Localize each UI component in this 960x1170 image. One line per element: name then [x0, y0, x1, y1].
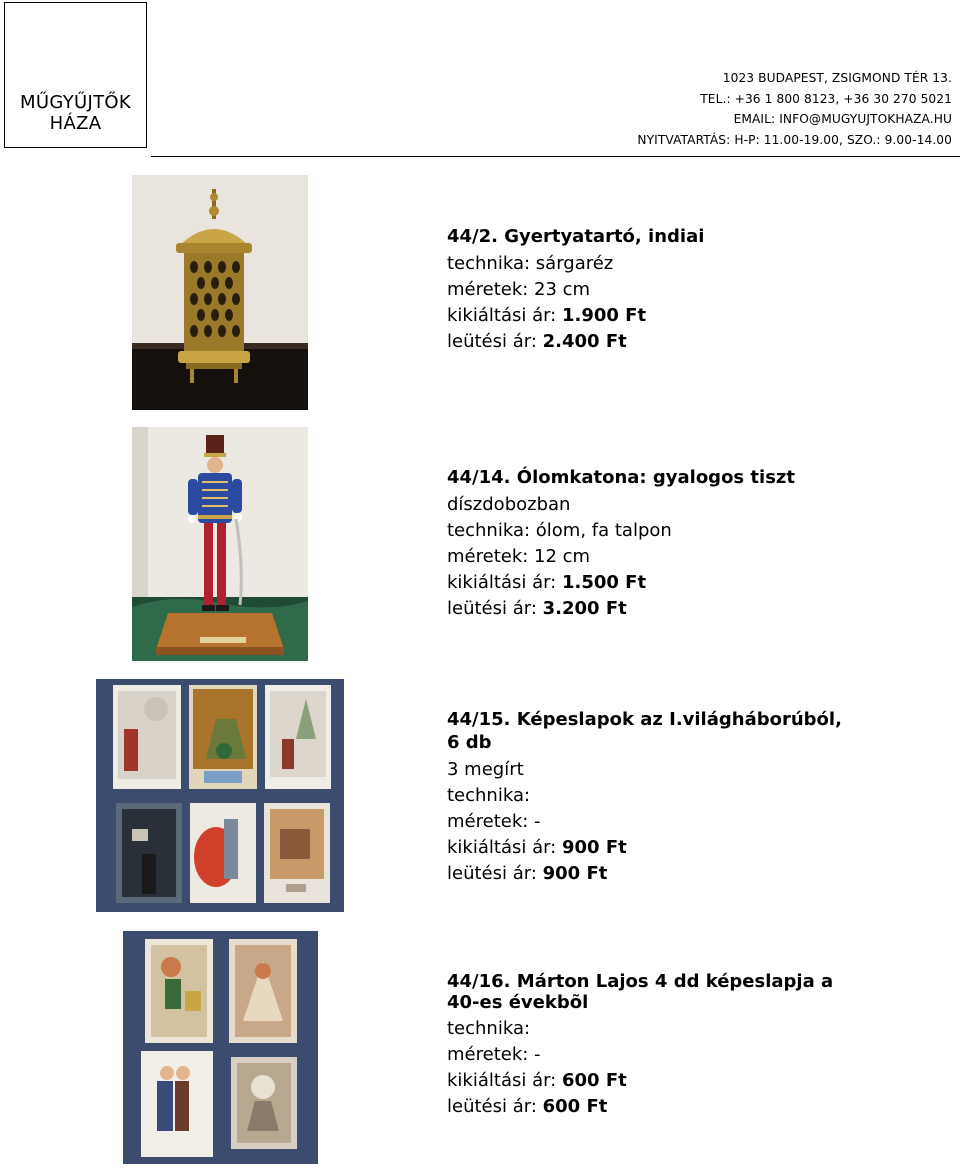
item-title-line-1: 44/15. Képeslapok az I.világháborúból,: [447, 709, 842, 730]
item-dimensions: méretek: -: [447, 1044, 541, 1065]
item-title-line-1: 44/16. Márton Lajos 4 dd képeslapja a: [447, 971, 834, 992]
item-starting-price: kikiáltási ár: 1.500 Ft: [447, 572, 647, 593]
header-divider: [151, 156, 960, 157]
item-title: [447, 971, 947, 1013]
opening-hours-text: NYITVATARTÁS: H-P: 11.00-19.00, SZO.: 9.00-14.00: [637, 133, 952, 148]
item-subtitle: 3 megírt: [447, 759, 524, 780]
logo-line-2: HÁZA: [49, 113, 102, 134]
item-title: 44/2. Gyertyatartó, indiai: [447, 226, 705, 247]
item-dimensions: méretek: 12 cm: [447, 546, 591, 567]
auction-item-44-16: [447, 971, 947, 1120]
logo-line-1: MŰGYŰJTŐK: [20, 92, 131, 113]
candle-holder-photo: [132, 175, 308, 410]
item-title: [447, 708, 947, 754]
wwi-postcards-photo: [96, 679, 344, 912]
phone-text: TEL.: +36 1 800 8123, +36 30 270 5021: [700, 91, 952, 106]
auction-item-44-14: [447, 467, 947, 622]
item-technique: technika: sárgaréz: [447, 253, 614, 274]
item-technique: technika: ólom, fa talpon: [447, 520, 672, 541]
item-hammer-price: leütési ár: 600 Ft: [447, 1096, 608, 1117]
item-hammer-price: leütési ár: 3.200 Ft: [447, 598, 627, 619]
auction-item-44-2: [447, 226, 947, 355]
item-dimensions: méretek: -: [447, 811, 541, 832]
contact-info: [637, 68, 952, 151]
item-title-line-2: 6 db: [447, 732, 492, 753]
item-starting-price: kikiáltási ár: 600 Ft: [447, 1070, 627, 1091]
lead-soldier-photo: [132, 427, 308, 661]
auction-item-44-15: [447, 708, 947, 887]
item-technique: technika:: [447, 1018, 531, 1039]
marton-lajos-postcards-photo: [123, 931, 318, 1164]
item-dimensions: méretek: 23 cm: [447, 279, 591, 300]
item-hammer-price: leütési ár: 2.400 Ft: [447, 331, 627, 352]
item-hammer-price: leütési ár: 900 Ft: [447, 863, 608, 884]
item-title-line-2: 40-es évekbõl: [447, 992, 589, 1013]
item-subtitle: díszdobozban: [447, 494, 571, 515]
item-title: 44/14. Ólomkatona: gyalogos tiszt: [447, 467, 795, 488]
logo: [4, 2, 147, 148]
item-technique: technika:: [447, 785, 531, 806]
address-text: 1023 BUDAPEST, ZSIGMOND TÉR 13.: [722, 71, 952, 85]
item-starting-price: kikiáltási ár: 1.900 Ft: [447, 305, 647, 326]
item-starting-price: kikiáltási ár: 900 Ft: [447, 837, 627, 858]
email-text: EMAIL: INFO@MUGYUJTOKHAZA.HU: [733, 112, 952, 127]
